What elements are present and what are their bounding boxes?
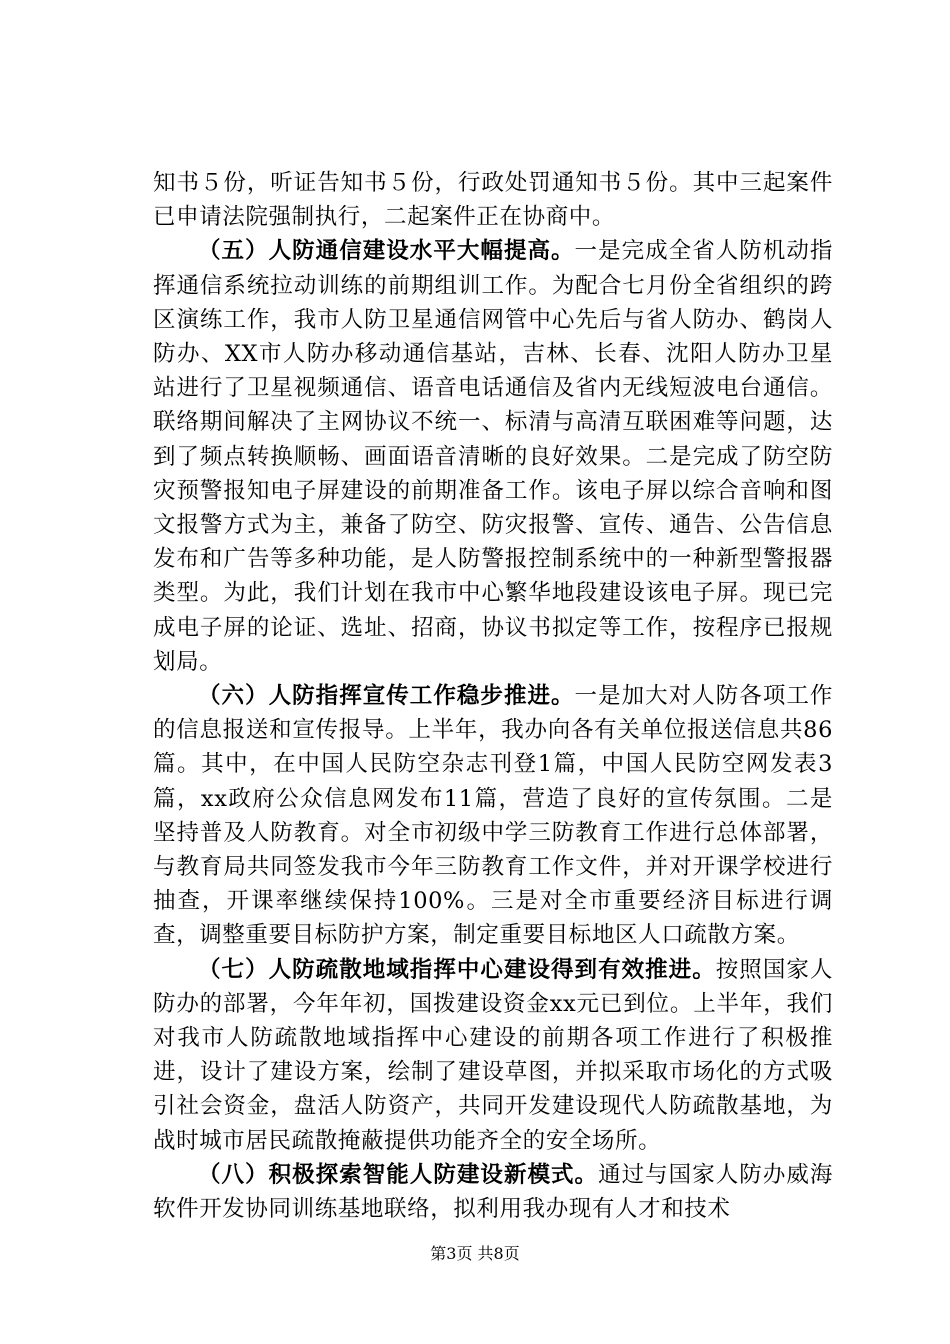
paragraph-text: 按照国家人防办的部署，今年年初，国拨建设资金xx元已到位。上半年，我们对我市人防疏散地域指挥中心建设的前期各项工作进行了积极推进，设计了建设方案，绘制了建设草图，并拟采取市场化的方式吸引社会资金，盘活人防资产，共同开发建设现代人防疏散基地，为战时城市居民疏散掩蔽提供功能齐全的安全场所。: [153, 956, 833, 1154]
paragraph-continuation: [153, 166, 833, 234]
paragraph-section-5: [153, 234, 833, 679]
page-footer: [0, 1244, 950, 1264]
paragraph-section-6: [153, 679, 833, 953]
paragraph-text: 通过与国家人防办威海软件开发协同训练基地联络，拟利用我办现有人才和技术: [153, 1161, 833, 1223]
paragraph-text: 知书５份，听证告知书５份，行政处罚通知书５份。其中三起案件已申请法院强制执行，二起案件正在协商中。: [153, 170, 833, 231]
section-heading: （七）人防疏散地域指挥中心建设得到有效推进。: [198, 956, 716, 983]
section-heading: （六）人防指挥宣传工作稳步推进。: [198, 683, 575, 710]
paragraph-text: 一是加大对人防各项工作的信息报送和宣传报导。上半年，我办向各有关单位报送信息共86篇。其中，在中国人民防空杂志刊登1篇，中国人民防空网发表3篇，xx政府公众信息网发布11篇，营造了良好的宣传氛围。二是坚持普及人防教育。对全市初级中学三防教育工作进行总体部署，与教育局共同签发我市今年三防教育工作文件，并对开课学校进行抽查，开课率继续保持100%。三是对全市重要经济目标进行调查，调整重要目标防护方案，制定重要目标地区人口疏散方案。: [153, 683, 833, 949]
page-number: 第3页 共8页: [430, 1244, 520, 1263]
section-heading: （五）人防通信建设水平大幅提高。: [198, 238, 575, 265]
section-heading: （八）积极探索智能人防建设新模式。: [198, 1161, 599, 1188]
document-body: [153, 166, 833, 1226]
paragraph-text: 一是完成全省人防机动指挥通信系统拉动训练的前期组训工作。为配合七月份全省组织的跨区演练工作，我市人防卫星通信网管中心先后与省人防办、鹤岗人防办、XX市人防办移动通信基站，吉林、长春、沈阳人防办卫星站进行了卫星视频通信、语音电话通信及省内无线短波电台通信。联络期间解决了主网协议不统一、标清与高清互联困难等问题，达到了频点转换顺畅、画面语音清晰的良好效果。二是完成了防空防灾预警报知电子屏建设的前期准备工作。该电子屏以综合音响和图文报警方式为主，兼备了防空、防灾报警、宣传、通告、公告信息发布和广告等多种功能，是人防警报控制系统中的一种新型警报器类型。为此，我们计划在我市中心繁华地段建设该电子屏。现已完成电子屏的论证、选址、招商，协议书拟定等工作，按程序已报规划局。: [153, 238, 833, 675]
paragraph-section-8: [153, 1158, 833, 1226]
paragraph-section-7: [153, 953, 833, 1158]
